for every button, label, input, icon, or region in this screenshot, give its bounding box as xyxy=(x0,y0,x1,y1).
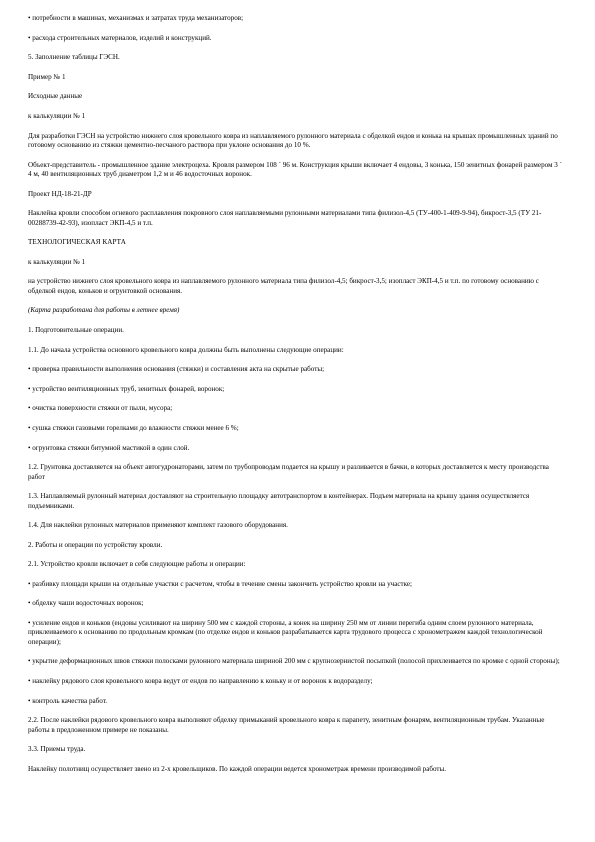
document-paragraph: 1. Подготовительные операции. xyxy=(28,325,124,334)
document-paragraph: • расхода строительных материалов, изделий и конструкций. xyxy=(28,33,212,42)
document-paragraph: 2.1. Устройство кровли включает в себя следующие работы и операции: xyxy=(28,560,246,569)
document-paragraph: Исходные данные xyxy=(28,92,83,101)
document-paragraph: • сушка стяжки газовыми горелками до влажности стяжки менее 6 %; xyxy=(28,423,239,432)
document-paragraph: • укрытие деформационных швов стяжки полосками рулонного материала шириной 200 мм с крупнозернистой посыпкой (полосой прихлеивается по кромке с одной стороны); xyxy=(28,657,560,666)
document-paragraph: • контроль качества работ. xyxy=(28,696,108,705)
document-paragraph: • обделку чаши водосточных воронок; xyxy=(28,599,144,608)
document-paragraph: 2. Работы и операции по устройству кровли. xyxy=(28,540,163,549)
document-paragraph: 1.1. До начала устройства основного кровельного ковра должны быть выполнены следующие операции: xyxy=(28,345,344,354)
document-paragraph: 5. Заполнение таблицы ГЭСН. xyxy=(28,53,120,62)
document-paragraph: • наклейку рядового слоя кровельного ковра ведут от ендов по направлению к коньку и от воронок к водоразделу; xyxy=(28,677,373,686)
document-paragraph: • усиление ендов и коньков (ендовы усиливают на ширину 500 мм с каждой стороны, а конек на ширину 250 мм от линии перегиба одним слоем рулонного материала, приклеиваемого к основанию по продольным кромкам (по отделке ендов и коньков разрабатывается карта трудового процесса с хронометражем каждой технологической операции); xyxy=(28,619,543,646)
document-paragraph: • разбивку площади крыши на отдельные участки с расчетом, чтобы в течение смены закончить устройство кровли на участке; xyxy=(28,579,412,588)
document-paragraph: к калькуляции № 1 xyxy=(28,257,86,266)
document-paragraph: Наклейка кровли способом огневого расплавления покровного слоя наплавляемыми рулонными материалами типа филизол-4,5 (ТУ-400-1-409-9-94), бикрост-3,5 (ТУ 21-00288739-42-93), изопласт ЭКП-4,5 и т.п. xyxy=(28,209,542,227)
document-paragraph: Пример № 1 xyxy=(28,72,66,81)
document-paragraph: Наклейку полотнищ осуществляет звено из 2-х кровельщиков. По каждой операции ведется хронометраж времени производимой работы. xyxy=(28,764,447,773)
document-paragraph: Для разработки ГЭСН на устройство нижнего слоя кровельного ковра из наплавляемого рулонного материала с обделкой ендов и конька на крышах промышленных зданий по готовому основанию из стяжки цементно-песчаного раствора при уклоне основания до 10 %. xyxy=(28,131,558,149)
document-paragraph: • проверка правильности выполнения основания (стяжки) и составления акта на скрытые работы; xyxy=(28,365,325,374)
document-paragraph: 1.4. Для наклейки рулонных материалов применяют комплект газового оборудования. xyxy=(28,521,288,530)
document-paragraph: • устройство вентиляционных труб, зенитных фонарей, воронок; xyxy=(28,384,225,393)
document-paragraph: 3.3. Приемы труда. xyxy=(28,745,86,754)
document-paragraph: (Карта разработана для работы в летнее время) xyxy=(28,306,180,315)
document-paragraph: ТЕХНОЛОГИЧЕСКАЯ КАРТА xyxy=(28,238,126,247)
document-paragraph: • потребности в машинах, механизмах и затратах труда механизаторов; xyxy=(28,14,244,22)
document-body xyxy=(28,14,567,774)
document-paragraph: • очистка поверхности стяжки от пыли, мусора; xyxy=(28,404,173,413)
document-paragraph: 2.2. После наклейки рядового кровельного ковра выполняют обделку примыканий кровельного ковра к парапету, зенитным фонарям, вентиляционным трубам. Указанные работы в предложенном примере не показаны. xyxy=(28,716,545,734)
document-paragraph: 1.2. Грунтовка доставляется на объект автогудронаторами, затем по трубопроводам подается на крышу и разливается в бачки, в которых доставляется к месту производства работ xyxy=(28,463,549,481)
document-paragraph: на устройство нижнего слоя кровельного ковра из наплавляемого рулонного материала типа филизол-4,5; бикрост-3,5; изопласт ЭКП-4,5 и т.п. по готовому основанию с обделкой ендов, коньков и огрунтовкой основания. xyxy=(28,277,539,295)
document-paragraph: • огрунтовка стяжки битумной мастикой в один слой. xyxy=(28,443,190,452)
document-paragraph: Проект НД-18-21-ДР xyxy=(28,189,92,198)
document-paragraph: к калькуляции № 1 xyxy=(28,111,86,120)
document-paragraph: 1.3. Наплавляемый рулонный материал доставляют на строительную площадку автотранспортом в контейнерах. Подъем материала на крышу здания осуществляется подъемниками. xyxy=(28,492,530,510)
document-paragraph: Объект-представитель - промышленное здание электроцеха. Кровля размером 108 ´ 96 м. Конструкция крыши включает 4 ендовы, 3 конька, 150 зенитных фонарей размером 3 ´ 4 м, 40 вентиляционных труб диаметром 1,2 м и 46 водосточных воронок. xyxy=(28,160,562,178)
